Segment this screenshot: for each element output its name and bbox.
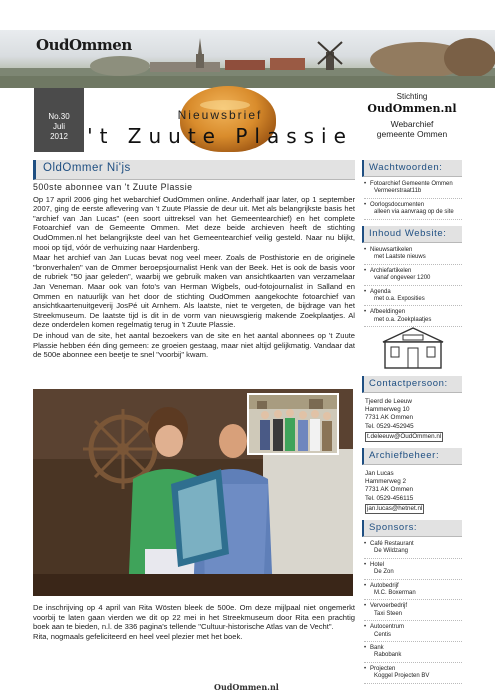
issue-month: Juli	[52, 122, 65, 131]
photo-caption	[33, 603, 355, 641]
sponsor-item[interactable]: • Bank Rabobank	[364, 645, 462, 663]
sidebar-inhoud	[362, 226, 462, 330]
sponsor-item[interactable]: • Vervoerbedrijf Taxi Steen	[364, 603, 462, 621]
sidebar-archief	[362, 448, 462, 514]
sponsors-title: Sponsors:	[362, 520, 462, 537]
issue-year: 2012	[50, 132, 68, 141]
sidebar-wachtwoorden	[362, 160, 462, 223]
archief-email-link[interactable]: jan.lucas@hetnet.nl	[365, 504, 424, 514]
sidebar-contact	[362, 376, 462, 442]
article	[33, 183, 355, 361]
contact-title: Contactpersoon:	[362, 376, 462, 393]
museum-building-icon	[375, 326, 451, 370]
inhoud-item[interactable]: • Afbeeldingen met o.a. Zoekplaatjes	[364, 309, 462, 327]
stichting-sub1: Webarchief	[390, 119, 434, 129]
archief-title: Archiefbeheer:	[362, 448, 462, 465]
wachtwoord-item[interactable]: • Fotoarchief Gemeente Ommen Vermeerstraat11b	[364, 181, 462, 199]
archief-address: Jan Lucas Hammerweg 2 7731 AK Ommen Tel. 0529-456115 jan.lucas@hetnet.nl	[362, 465, 462, 514]
article-paragraph: Maar het archief van Jan Lucas bevat nog veel meer. Zoals de Posthistorie en de originele "bronverhalen" van de Ommer beroepsjournalist Henk van der Beek. Het is ook de basis voor de rubriek "50 jaar geleden", waarbij we gebruik maken van ansichtkaarten van verzamelaar Jan Veneman. Maar ook van foto's van Herman Wigbels, oud-fotojournalist in Salland en Ommen en natuurlijk van het door de stichting OudOmmen aangekochte fotoarchief van ansichtkaartenuitgeverij JosPé uit Arnhem. Als laatste, niet te vergeten, de bijdrage van het Streekmuseum. De laatste tijd is dit in de vorm van nieuwsgierig makende Zoekplaatjes. Al deze onderdelen komen regelmatig terug in 't Zuute Plassie.	[33, 253, 355, 330]
inset-group-photo	[247, 393, 339, 455]
wachtwoord-item[interactable]: • Oorlogsdocumenten alleen via aanvraag op de site	[364, 202, 462, 220]
caption-line: Rita, nogmaals gefeliciteerd en heel veel plezier met het boek.	[33, 631, 243, 641]
newsletter-name: 't Zuute Plassie	[87, 124, 353, 148]
oudommen-logo: OudOmmen	[36, 36, 132, 54]
footer-logo: OudOmmen.nl	[214, 682, 279, 692]
article-paragraph: Op 17 april 2006 ging het webarchief OudOmmen online. Anderhalf jaar later, op 1 september 2007, ging de eerste aflevering van 't Zuute Plassie de deur uit. Met als belangrijkste basis het "archief van Jan Lucas" (een soort uittreksel van het Gemeentearchief) en het complete Fotoarchief van de Gemeente Ommen. Met deze beide archieven heeft de stichting OudOmmen.nl het belangrijkste deel van het Gemeentearchief veilig gesteld. Naar nu blijkt, mooi op tijd, vóór de verhuizing naar Hardenberg.	[33, 194, 355, 252]
article-paragraph: De inhoud van de site, het aantal bezoekers van de site en het aantal abonnees op 't Zuute Plassie hebben één ding gemeen: ze groeien gestaag, maar niet altijd gelijkmatig. Vandaar dat de 500e abonnee een beetje te snel "voorbij" kwam.	[33, 330, 355, 360]
caption-line: De inschrijving op 4 april van Rita Wösten bleek de 500e. Om deze mijlpaal niet ongemerkt voorbij te laten gaan vierden we dit op 22 mei in het Streekmuseum door Rita een prachtig boek aan te bieden, n.l. de 336 pagina's tellende "Cultuur-historische Atlas van de Vecht".	[33, 603, 355, 632]
sponsor-item[interactable]: • Café Restaurant De Wildzang	[364, 541, 462, 559]
sidebar-sponsors	[362, 520, 462, 687]
inhoud-item[interactable]: • Agenda met o.a. Exposities	[364, 289, 462, 307]
stichting-block	[362, 92, 462, 139]
stichting-brand[interactable]: OudOmmen.nl	[367, 102, 457, 115]
section-header	[33, 160, 355, 180]
stichting-sub2: gemeente Ommen	[376, 129, 448, 139]
newsletter-label: Nieuwsbrief	[177, 108, 263, 122]
sponsor-item[interactable]: • Hotel De Zon	[364, 562, 462, 580]
inhoud-title: Inhoud Website:	[362, 226, 462, 243]
contact-email-link[interactable]: t.deleeuw@OudOmmen.nl	[365, 432, 443, 442]
newsletter-title-block	[84, 88, 356, 152]
article-heading: 500ste abonnee van 't Zuute Plassie	[33, 182, 193, 192]
section-title: OldOmmer Ni'js	[43, 162, 131, 174]
stichting-label: Stichting	[396, 92, 428, 101]
inhoud-item[interactable]: • Archiefartikelen vanaf ongeveer 1200	[364, 268, 462, 286]
wachtwoorden-title: Wachtwoorden:	[362, 160, 462, 177]
sponsor-item[interactable]: • Projecten Koggel Projecten BV	[364, 666, 462, 684]
issue-box	[34, 88, 84, 152]
sponsor-item[interactable]: • Autocentrum Centis	[364, 624, 462, 642]
contact-address: Tjeerd de Leeuw Hammerweg 10 7731 AK Ommen Tel. 0529-452945 t.deleeuw@OudOmmen.nl	[362, 393, 462, 442]
issue-number: No.30	[48, 112, 70, 121]
sponsor-item[interactable]: • Autobedrijf M.C. Boxerman	[364, 583, 462, 601]
inhoud-item[interactable]: • Nieuwsartikelen met Laatste nieuws	[364, 247, 462, 265]
